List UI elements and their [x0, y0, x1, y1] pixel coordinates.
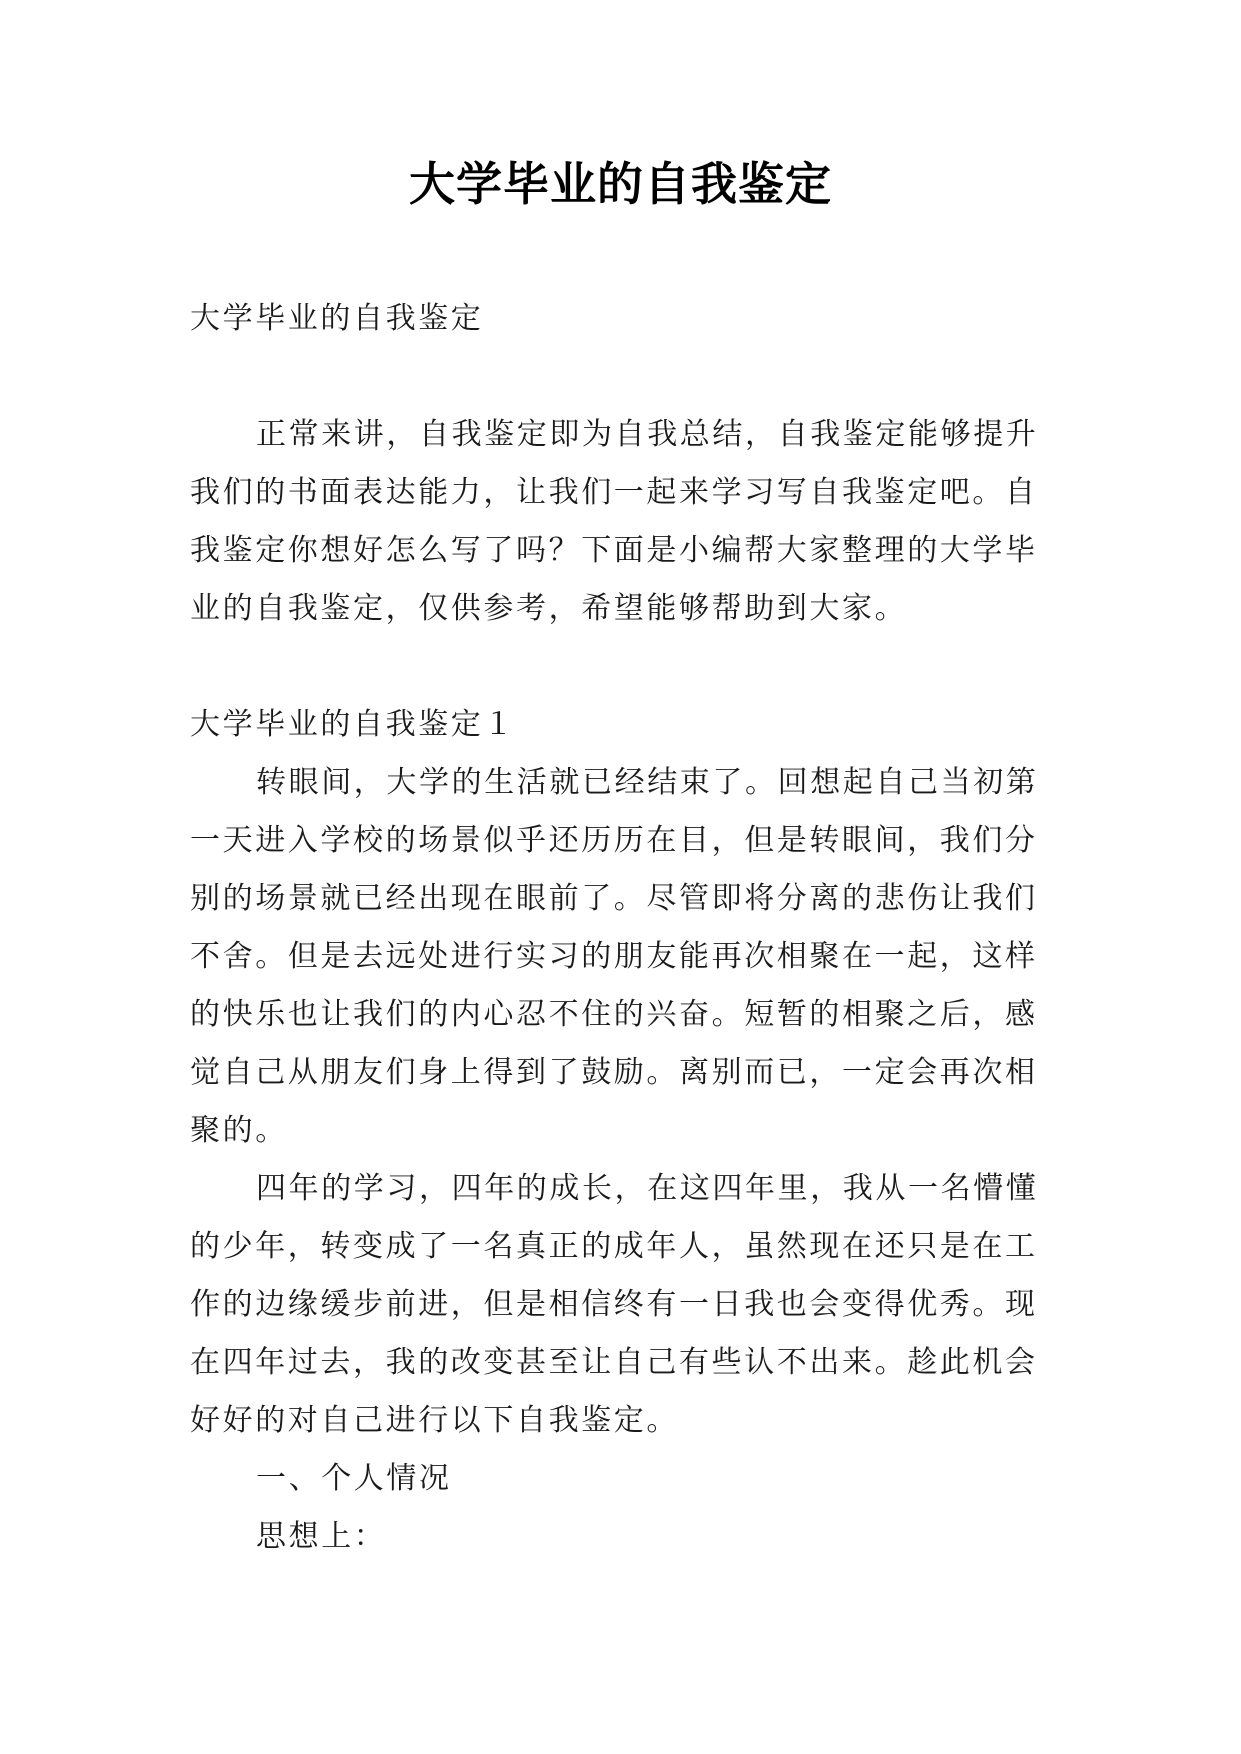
item-heading: 一、个人情况 — [256, 1461, 452, 1496]
document-body — [190, 290, 1052, 1566]
body-paragraph-1: 转眼间，大学的生活就已经结束了。回想起自己当初第一天进入学校的场景似乎还历历在目，但是转眼间，我们分别的场景就已经出现在眼前了。尽管即将分离的悲伤让我们不舍。但是去远处进行实习的朋友能再次相聚在一起，这样的快乐也让我们的内心忍不住的兴奋。短暂的相聚之后，感觉自己从朋友们身上得到了鼓励。离别而已，一定会再次相聚的。 — [190, 765, 1039, 1148]
document-title: 大学毕业的自我鉴定 — [409, 157, 832, 211]
section-heading: 大学毕业的自我鉴定１ — [190, 707, 516, 742]
item-label: 思想上： — [256, 1519, 387, 1554]
body-paragraph-2: 四年的学习，四年的成长，在这四年里，我从一名懵懂的少年，转变成了一名真正的成年人，虽然现在还只是在工作的边缘缓步前进，但是相信终有一日我也会变得优秀。现在四年过去，我的改变甚至让自己有些认不出来。趁此机会好好的对自己进行以下自我鉴定。 — [190, 1171, 1039, 1438]
intro-paragraph: 正常来讲，自我鉴定即为自我总结，自我鉴定能够提升我们的书面表达能力，让我们一起来学习写自我鉴定吧。自我鉴定你想好怎么写了吗？下面是小编帮大家整理的大学毕业的自我鉴定，仅供参考，希望能够帮助到大家。 — [190, 417, 1039, 626]
document-subtitle: 大学毕业的自我鉴定 — [190, 301, 484, 336]
